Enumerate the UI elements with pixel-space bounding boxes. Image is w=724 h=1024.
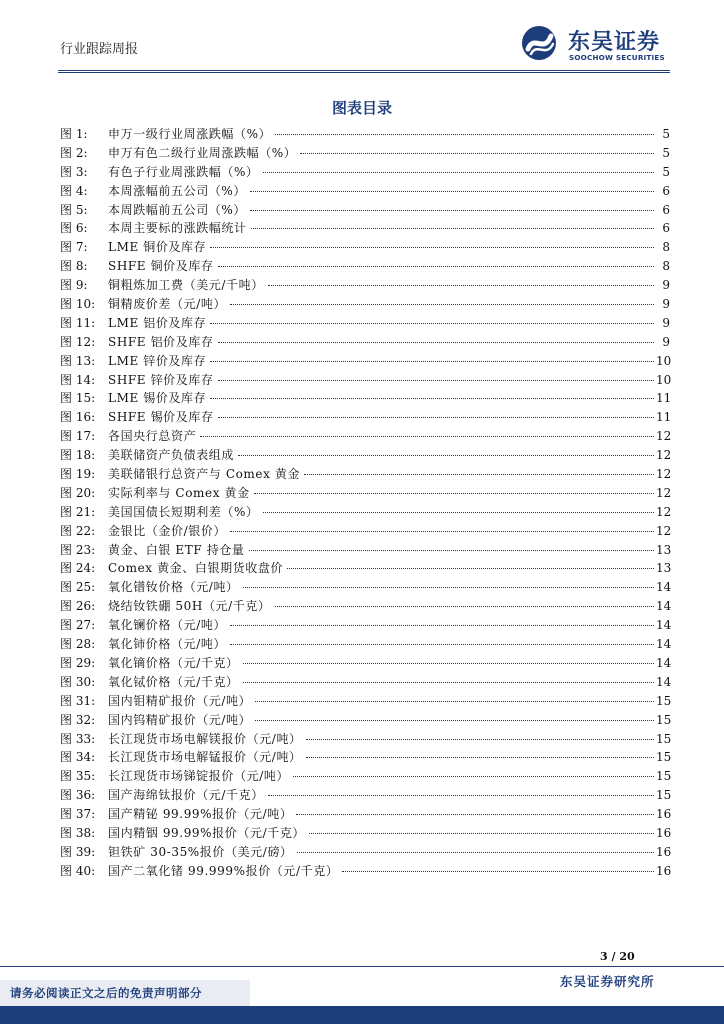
toc-entry-label: LME 锡价及库存: [108, 391, 207, 406]
toc-entry-number: 图 22:: [60, 523, 96, 538]
toc-entry-number: 图 19:: [60, 467, 96, 482]
toc-entry-label: 国内钨精矿报价（元/吨）: [108, 712, 252, 727]
toc-entry-number: 图 14:: [60, 372, 96, 387]
toc-entry-label: LME 铝价及库存: [108, 315, 207, 330]
toc-entry-page: 10: [656, 372, 672, 387]
toc-dot-leader: [218, 379, 654, 381]
toc-entry-label: 长江现货市场电解镁报价（元/吨）: [108, 731, 302, 746]
footer-divider: [0, 966, 724, 967]
toc-entry-page: 14: [656, 637, 672, 652]
toc-entry[interactable]: [60, 522, 670, 541]
toc-entry-label: 美联储资产负债表组成: [108, 448, 235, 463]
toc-entry-label: 美国国债长短期利差（%）: [108, 504, 259, 519]
toc-entry-page: 12: [656, 467, 672, 482]
toc-entry-number: 图 9:: [60, 278, 88, 293]
toc-dot-leader: [304, 473, 654, 475]
toc-entry[interactable]: [60, 578, 670, 597]
toc-entry-page: 15: [656, 750, 672, 765]
toc-entry-label: 烧结钕铁硼 50H（元/千克）: [108, 599, 271, 614]
toc-dot-leader: [293, 775, 654, 777]
toc-entry-page: 10: [656, 353, 672, 368]
toc-entry-number: 图 21:: [60, 504, 96, 519]
toc-entry-number: 图 40:: [60, 863, 96, 878]
toc-entry-number: 图 10:: [60, 297, 96, 312]
toc-entry[interactable]: [60, 597, 670, 616]
toc-entry-label: 金银比（金价/银价）: [108, 523, 227, 538]
toc-entry[interactable]: [60, 711, 670, 730]
header-divider-secondary: [58, 72, 670, 73]
toc-entry[interactable]: [60, 786, 670, 805]
toc-entry-label: 本周主要标的涨跌幅统计: [108, 221, 247, 236]
toc-entry-label: 申万一级行业周涨跌幅（%）: [108, 127, 272, 141]
page-number: 3 / 20: [600, 950, 635, 963]
toc-entry-page: 9: [662, 315, 670, 330]
toc-dot-leader: [250, 190, 654, 192]
header-divider: [58, 70, 670, 71]
toc-entry-label: 国产二氧化锗 99.999%报价（元/千克）: [108, 863, 339, 878]
toc-entry-number: 图 29:: [60, 655, 96, 670]
toc-entry-label: 长江现货市场电解锰报价（元/吨）: [108, 750, 302, 765]
logo-text-en: SOOCHOW SECURITIES: [569, 53, 665, 62]
footer-brand: 东吴证券研究所: [560, 974, 655, 989]
toc-entry-number: 图 20:: [60, 485, 96, 500]
toc-entry[interactable]: [60, 503, 670, 522]
toc-entry-number: 图 6:: [60, 221, 88, 236]
toc-dot-leader: [243, 662, 654, 664]
toc-entry-label: 国内钼精矿报价（元/吨）: [108, 693, 252, 708]
toc-entry[interactable]: [60, 824, 670, 843]
toc-entry-number: 图 35:: [60, 769, 96, 784]
toc-entry-label: 本周跌幅前五公司（%）: [108, 202, 247, 217]
toc-entry-page: 15: [656, 693, 672, 708]
toc-entry[interactable]: [60, 465, 670, 484]
toc-dot-leader: [210, 397, 654, 399]
toc-entry-number: 图 5:: [60, 202, 88, 217]
toc-entry-page: 16: [656, 863, 672, 878]
toc-dot-leader: [268, 794, 654, 796]
toc-entry-number: 图 25:: [60, 580, 96, 595]
toc-entry-number: 图 8:: [60, 259, 88, 274]
toc-entry-number: 图 13:: [60, 353, 96, 368]
toc-entry-page: 14: [656, 618, 672, 633]
toc-dot-leader: [306, 738, 654, 740]
toc-entry-page: 15: [656, 731, 672, 746]
toc-entry-number: 图 12:: [60, 334, 96, 349]
toc-entry-page: 8: [662, 240, 670, 255]
toc-entry-label: 长江现货市场锑锭报价（元/吨）: [108, 769, 290, 784]
toc-entry-page: 15: [656, 712, 672, 727]
toc-dot-leader: [251, 227, 654, 229]
toc-dot-leader: [263, 511, 654, 513]
toc-entry-page: 16: [656, 844, 672, 859]
footer-bar: [0, 1006, 724, 1024]
toc-entry-label: 有色子行业周涨跌幅（%）: [108, 164, 259, 179]
toc-entry-label: 氧化铽价格（元/千克）: [108, 674, 239, 689]
toc-entry-page: 12: [656, 504, 672, 519]
toc-entry-number: 图 1:: [60, 127, 88, 141]
toc-entry-page: 5: [662, 127, 670, 141]
toc-entry-number: 图 3:: [60, 164, 88, 179]
toc-entry[interactable]: [60, 371, 670, 390]
toc-dot-leader: [306, 756, 654, 758]
table-of-figures: [60, 125, 670, 881]
toc-dot-leader: [255, 719, 654, 721]
toc-entry[interactable]: [60, 673, 670, 692]
toc-entry-label: 各国央行总资产: [108, 429, 197, 444]
toc-entry-page: 16: [656, 825, 672, 840]
toc-dot-leader: [300, 152, 654, 154]
toc-entry-label: 黄金、白银 ETF 持仓量: [108, 542, 245, 557]
toc-dot-leader: [275, 605, 654, 607]
toc-entry[interactable]: [60, 163, 670, 182]
toc-entry-number: 图 30:: [60, 674, 96, 689]
toc-dot-leader: [238, 454, 654, 456]
toc-entry[interactable]: [60, 352, 670, 371]
toc-entry[interactable]: [60, 767, 670, 786]
toc-dot-leader: [218, 265, 654, 267]
toc-entry-label: 氧化镨钕价格（元/吨）: [108, 580, 239, 595]
toc-entry-label: 实际利率与 Comex 黄金: [108, 485, 250, 500]
toc-entry-number: 图 39:: [60, 844, 96, 859]
toc-entry[interactable]: [60, 635, 670, 654]
toc-entry[interactable]: [60, 559, 670, 578]
toc-entry-page: 14: [656, 674, 672, 689]
toc-entry-label: LME 铜价及库存: [108, 240, 207, 255]
toc-entry[interactable]: [60, 654, 670, 673]
toc-entry-label: SHFE 锌价及库存: [108, 372, 214, 387]
toc-dot-leader: [230, 624, 654, 626]
toc-entry[interactable]: [60, 144, 670, 163]
toc-dot-leader: [230, 303, 654, 305]
toc-entry[interactable]: [60, 219, 670, 238]
toc-entry-number: 图 34:: [60, 750, 96, 765]
toc-entry-page: 12: [656, 523, 672, 538]
toc-entry-page: 14: [656, 580, 672, 595]
toc-entry-page: 13: [656, 561, 672, 576]
toc-entry[interactable]: [60, 427, 670, 446]
toc-entry-page: 14: [656, 655, 672, 670]
toc-entry-page: 13: [656, 542, 672, 557]
toc-entry[interactable]: [60, 276, 670, 295]
toc-dot-leader: [296, 813, 654, 815]
toc-dot-leader: [230, 530, 654, 532]
toc-entry[interactable]: [60, 616, 670, 635]
toc-dot-leader: [249, 549, 654, 551]
toc-entry-label: 铜精废价差（元/吨）: [108, 297, 227, 312]
toc-entry-label: 申万有色二级行业周涨跌幅（%）: [108, 145, 297, 160]
toc-entry-number: 图 2:: [60, 145, 88, 160]
toc-entry-page: 9: [662, 334, 670, 349]
toc-dot-leader: [287, 567, 654, 569]
toc-entry[interactable]: [60, 389, 670, 408]
toc-dot-leader: [230, 643, 654, 645]
toc-entry-page: 12: [656, 485, 672, 500]
toc-entry[interactable]: [60, 730, 670, 749]
toc-entry-label: 氧化镧价格（元/吨）: [108, 618, 227, 633]
toc-entry-number: 图 18:: [60, 448, 96, 463]
toc-entry[interactable]: [60, 484, 670, 503]
toc-entry-page: 5: [662, 164, 670, 179]
toc-entry-number: 图 7:: [60, 240, 88, 255]
toc-dot-leader: [268, 284, 654, 286]
toc-entry-page: 15: [656, 788, 672, 803]
toc-dot-leader: [210, 360, 654, 362]
toc-entry-number: 图 36:: [60, 788, 96, 803]
toc-entry[interactable]: [60, 182, 670, 201]
toc-dot-leader: [210, 322, 654, 324]
toc-entry-page: 6: [662, 183, 670, 198]
toc-dot-leader: [250, 209, 654, 211]
toc-entry-page: 6: [662, 202, 670, 217]
toc-entry-page: 12: [656, 429, 672, 444]
toc-entry[interactable]: [60, 541, 670, 560]
logo-text-cn: 东吴证券: [568, 30, 661, 55]
footer-disclaimer: 请务必阅读正文之后的免责声明部分: [10, 986, 202, 1000]
toc-entry-number: 图 23:: [60, 542, 96, 557]
toc-entry-label: LME 锌价及库存: [108, 353, 207, 368]
toc-entry-page: 9: [662, 297, 670, 312]
toc-entry-label: 氧化铈价格（元/吨）: [108, 637, 227, 652]
toc-entry-number: 图 32:: [60, 712, 96, 727]
toc-entry-number: 图 24:: [60, 561, 96, 576]
toc-entry-page: 14: [656, 599, 672, 614]
toc-entry[interactable]: [60, 692, 670, 711]
toc-entry-number: 图 33:: [60, 731, 96, 746]
toc-dot-leader: [309, 832, 654, 834]
toc-entry-label: 国产海绵钛报价（元/千克）: [108, 788, 264, 803]
toc-entry-number: 图 27:: [60, 618, 96, 633]
toc-entry[interactable]: [60, 408, 670, 427]
toc-dot-leader: [210, 246, 654, 248]
toc-entry-page: 12: [656, 448, 672, 463]
logo-mark-icon: [520, 24, 562, 62]
toc-entry-number: 图 26:: [60, 599, 96, 614]
toc-entry[interactable]: [60, 333, 670, 352]
toc-entry[interactable]: [60, 238, 670, 257]
toc-entry-page: 5: [662, 145, 670, 160]
toc-entry-number: 图 31:: [60, 693, 96, 708]
toc-entry-number: 图 4:: [60, 183, 88, 198]
toc-entry-label: 钽铁矿 30-35%报价（美元/磅）: [108, 844, 293, 859]
toc-entry[interactable]: [60, 201, 670, 220]
toc-entry-label: 本周涨幅前五公司（%）: [108, 183, 247, 198]
toc-entry[interactable]: [60, 295, 670, 314]
toc-entry[interactable]: [60, 125, 670, 144]
toc-entry[interactable]: [60, 314, 670, 333]
toc-entry-page: 11: [656, 410, 672, 425]
toc-dot-leader: [243, 586, 654, 588]
toc-entry-number: 图 15:: [60, 391, 96, 406]
toc-entry-number: 图 11:: [60, 315, 96, 330]
toc-entry-label: 美联储银行总资产与 Comex 黄金: [108, 467, 301, 482]
toc-entry-number: 图 38:: [60, 825, 96, 840]
toc-entry[interactable]: [60, 748, 670, 767]
toc-entry-number: 图 16:: [60, 410, 96, 425]
toc-title: 图表目录: [331, 99, 392, 117]
toc-entry-label: 铜粗炼加工费（美元/千吨）: [108, 278, 264, 293]
toc-entry[interactable]: [60, 843, 670, 862]
toc-entry-page: 11: [656, 391, 672, 406]
toc-entry-label: Comex 黄金、白银期货收盘价: [108, 561, 284, 576]
toc-entry-label: SHFE 铝价及库存: [108, 334, 214, 349]
toc-entry-label: SHFE 锡价及库存: [108, 410, 214, 425]
toc-entry-number: 图 37:: [60, 807, 96, 822]
toc-entry[interactable]: [60, 805, 670, 824]
toc-entry-label: SHFE 铜价及库存: [108, 259, 214, 274]
toc-entry-number: 图 28:: [60, 637, 96, 652]
toc-entry-page: 9: [662, 278, 670, 293]
toc-dot-leader: [200, 435, 654, 437]
toc-dot-leader: [297, 851, 654, 853]
toc-dot-leader: [263, 171, 654, 173]
toc-dot-leader: [275, 133, 654, 135]
company-logo: [520, 24, 680, 64]
toc-entry-page: 15: [656, 769, 672, 784]
toc-entry[interactable]: [60, 446, 670, 465]
toc-entry[interactable]: [60, 862, 670, 881]
toc-entry-page: 6: [662, 221, 670, 236]
report-type-label: 行业跟踪周报: [60, 42, 139, 57]
toc-dot-leader: [255, 700, 654, 702]
toc-dot-leader: [218, 341, 654, 343]
toc-entry-number: 图 17:: [60, 429, 96, 444]
toc-dot-leader: [243, 681, 654, 683]
toc-dot-leader: [254, 492, 654, 494]
toc-entry-label: 氧化镝价格（元/千克）: [108, 655, 239, 670]
toc-entry-page: 8: [662, 259, 670, 274]
toc-entry-page: 16: [656, 807, 672, 822]
toc-entry-label: 国内精铟 99.99%报价（元/千克）: [108, 825, 306, 840]
toc-dot-leader: [342, 870, 654, 872]
toc-entry-label: 国产精铋 99.99%报价（元/吨）: [108, 807, 293, 822]
toc-entry[interactable]: [60, 257, 670, 276]
toc-dot-leader: [218, 416, 654, 418]
